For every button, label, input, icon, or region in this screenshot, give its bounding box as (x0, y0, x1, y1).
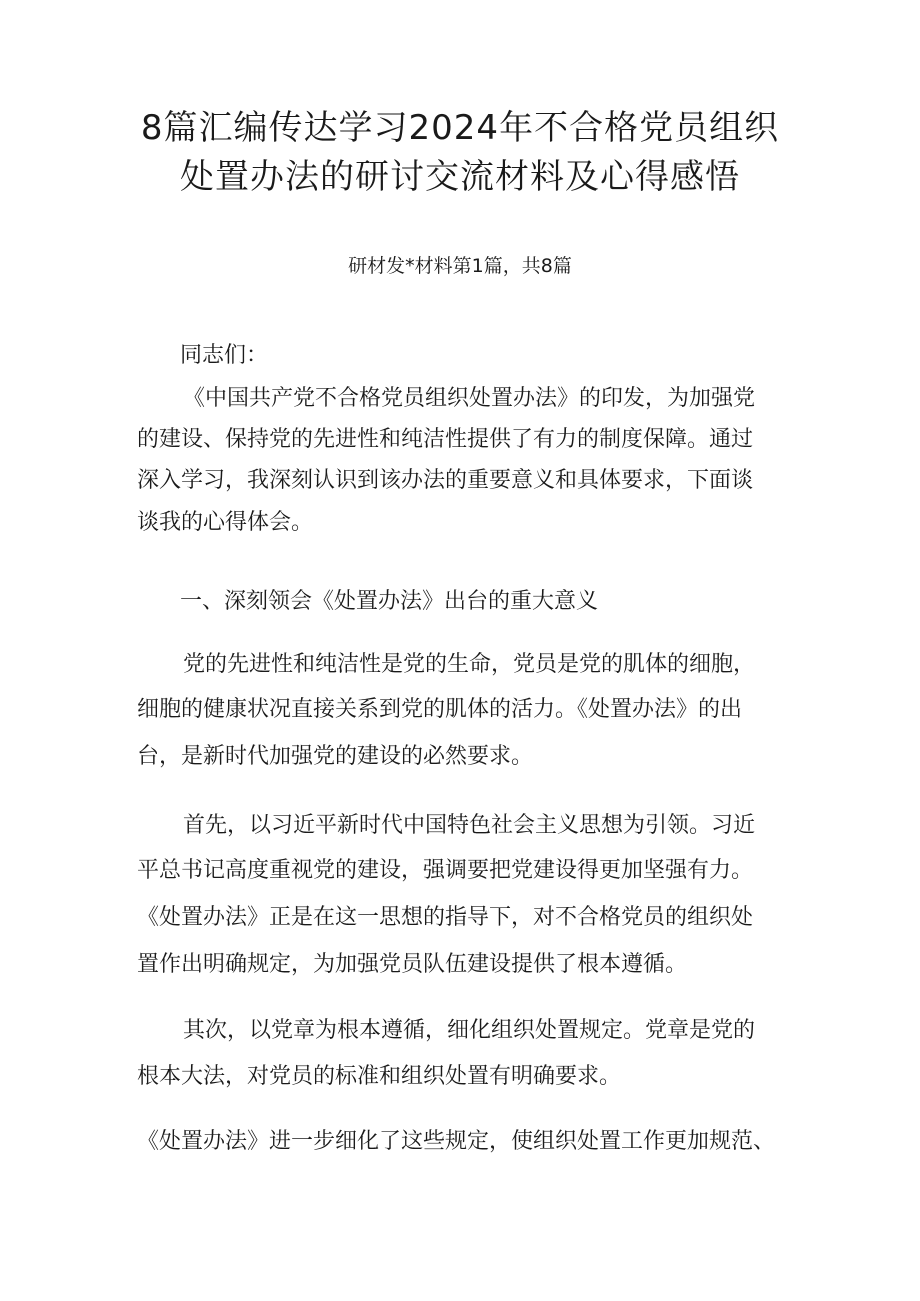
document-subtitle: 研材发*材料第1篇，共8篇 (348, 255, 572, 277)
paragraph-line: 首先，以习近平新时代中国特色社会主义思想为引领。习近 (183, 813, 756, 838)
paragraph-line: 台，是新时代加强党的建设的必然要求。 (137, 744, 534, 769)
paragraph-line: 的建设、保持党的先进性和纯洁性提供了有力的制度保障。通过 (137, 427, 754, 452)
paragraph-line: 深入学习，我深刻认识到该办法的重要意义和具体要求，下面谈 (137, 468, 754, 493)
paragraph-line: 置作出明确规定，为加强党员队伍建设提供了根本遵循。 (137, 952, 688, 977)
section-heading: 一、深刻领会《处置办法》出台的重大意义 (180, 589, 599, 614)
document-title-line-1: 8篇汇编传达学习2024年不合格党员组织 (140, 108, 780, 148)
paragraph-line: 其次，以党章为根本遵循，细化组织处置规定。党章是党的 (183, 1018, 756, 1043)
document-title-line-2: 处置办法的研讨交流材料及心得感悟 (180, 157, 740, 197)
paragraph-line: 《处置办法》正是在这一思想的指导下，对不合格党员的组织处 (137, 905, 754, 930)
paragraph-line: 《中国共产党不合格党员组织处置办法》的印发，为加强党 (183, 386, 756, 411)
paragraph-line: 细胞的健康状况直接关系到党的肌体的活力。《处置办法》的出 (137, 697, 743, 722)
paragraph-line: 《处置办法》进一步细化了这些规定，使组织处置工作更加规范、 (137, 1129, 776, 1154)
paragraph-line: 平总书记高度重视党的建设，强调要把党建设得更加坚强有力。 (137, 858, 754, 883)
paragraph-line: 党的先进性和纯洁性是党的生命，党员是党的肌体的细胞， (183, 652, 756, 677)
paragraph-line: 根本大法，对党员的标准和组织处置有明确要求。 (137, 1064, 622, 1089)
paragraph-line: 谈我的心得体会。 (137, 510, 314, 535)
salutation: 同志们： (180, 343, 269, 368)
